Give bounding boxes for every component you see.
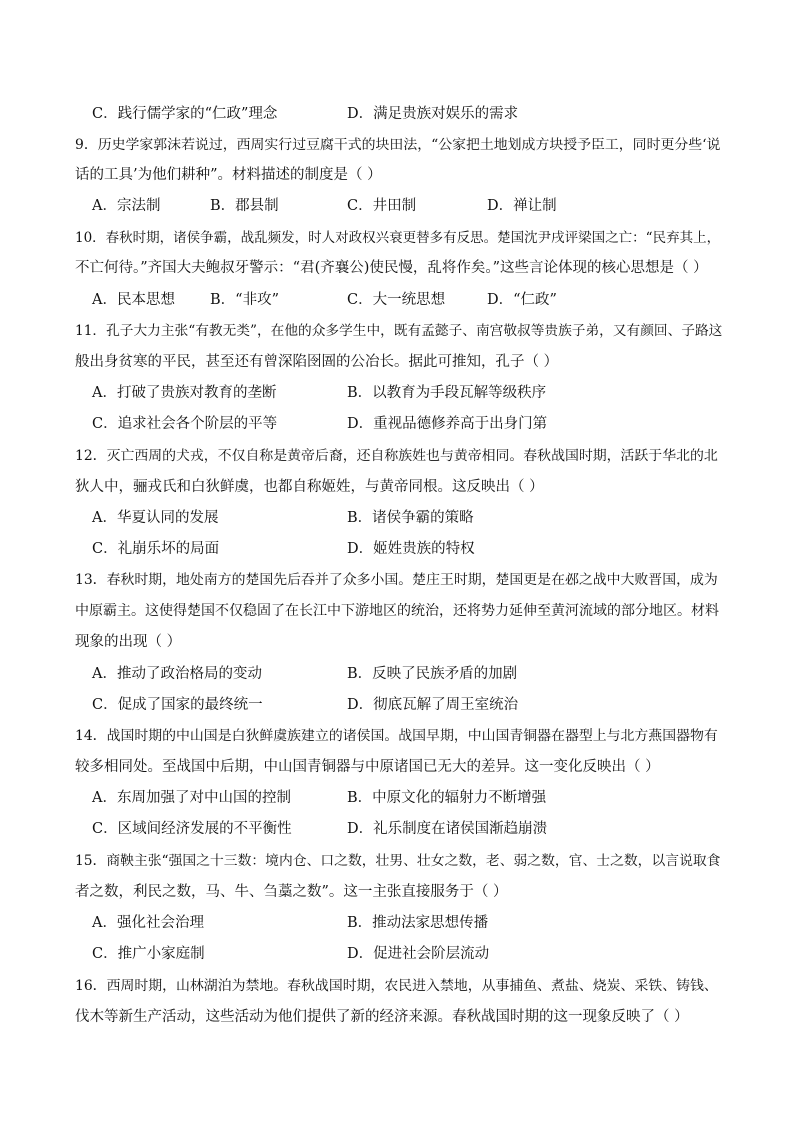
q11-stem-line2: 般出身贫寒的平民，甚至还有曾深陷囹圄的公冶长。据此可推知，孔子（ ） (75, 354, 559, 370)
q9-option-d: D．禅让制 (487, 198, 557, 214)
q10-option-d: D．“仁政” (487, 292, 557, 308)
q9-option-b: B．郡县制 (210, 198, 279, 214)
q14-option-a: A．东周加强了对中山国的控制 (92, 790, 291, 806)
q12-stem-line1: 12．灭亡西周的犬戎，不仅自称是黄帝后裔，还自称族姓也与黄帝相同。春秋战国时期，活跃于华北的北 (75, 448, 718, 464)
q14-stem-line1: 14．战国时期的中山国是白狄鲜虞族建立的诸侯国。战国早期，中山国青铜器在器型上与北方燕国器物有 (75, 728, 718, 744)
q10-option-a: A．民本思想 (92, 292, 175, 308)
q12-option-d: D．姬姓贵族的特权 (347, 541, 475, 557)
q13-option-b: B．反映了民族矛盾的加剧 (347, 666, 518, 682)
q9-option-a: A．宗法制 (92, 198, 161, 214)
q11-option-d: D．重视品德修养高于出身门第 (347, 416, 548, 432)
q9-stem-line2: 话的工具’为他们耕种”。材料描述的制度是（ ） (75, 167, 382, 183)
q14-option-b: B．中原文化的辐射力不断增强 (347, 790, 547, 806)
q11-option-a: A．打破了贵族对教育的垄断 (92, 385, 277, 401)
q8-option-c: C．践行儒学家的“仁政”理念 (92, 106, 278, 122)
q10-stem-line1: 10．春秋时期，诸侯争霸，战乱频发，时人对政权兴衰更替多有反思。楚国沈尹戌评梁国之亡：“民弃其上， (75, 230, 721, 246)
q8-option-d: D．满足贵族对娱乐的需求 (347, 106, 519, 122)
q16-stem-line1: 16．西周时期，山林湖泊为禁地。春秋战国时期，农民进入禁地，从事捕鱼、煮盐、烧炭、采铁、铸钱、 (75, 978, 718, 994)
q10-stem-line2: 不亡何待。”齐国大夫鲍叔牙警示：“君(齐襄公)使民慢，乱将作矣。”这些言论体现的核心思想是（ ） (75, 260, 708, 276)
q15-option-b: B．推动法家思想传播 (347, 915, 489, 931)
q11-option-b: B．以教育为手段瓦解等级秩序 (347, 385, 547, 401)
q11-option-c: C．追求社会各个阶层的平等 (92, 416, 278, 432)
q13-option-a: A．推动了政治格局的变动 (92, 666, 262, 682)
q13-stem-line2: 中原霸主。这使得楚国不仅稳固了在长江中下游地区的统治，还将势力延伸至黄河流域的部分地区。材料 (75, 603, 719, 619)
q13-stem-line1: 13．春秋时期，地处南方的楚国先后吞并了众多小国。楚庄王时期，楚国更是在邲之战中大败晋国，成为 (75, 572, 718, 588)
q12-option-c: C．礼崩乐坏的局面 (92, 541, 220, 557)
q13-stem-line3: 现象的出现（ ） (75, 634, 182, 650)
q9-option-c: C．井田制 (347, 198, 417, 214)
q13-option-d: D．彻底瓦解了周王室统治 (347, 697, 519, 713)
q14-option-d: D．礼乐制度在诸侯国渐趋崩溃 (347, 821, 548, 837)
q10-option-c: C．大一统思想 (347, 292, 446, 308)
q14-stem-line2: 较多相同处。至战国中后期，中山国青铜器与中原诸国已无大的差异。这一变化反映出（ ） (75, 759, 660, 775)
q15-stem-line2: 者之数，利民之数，马、牛、刍藁之数”。这一主张直接服务于（ ） (75, 884, 508, 900)
q13-option-c: C．促成了国家的最终统一 (92, 697, 263, 713)
q12-option-a: A．华夏认同的发展 (92, 510, 219, 526)
q11-stem-line1: 11．孔子大力主张“有教无类”，在他的众多学生中，既有孟懿子、南宫敬叔等贵族子弟，又有颜回、子路这 (75, 323, 723, 339)
q15-option-d: D．促进社会阶层流动 (347, 946, 490, 962)
q15-option-c: C．推广小家庭制 (92, 946, 205, 962)
q15-option-a: A．强化社会治理 (92, 915, 204, 931)
q9-stem-line1: 9．历史学家郭沫若说过，西周实行过豆腐干式的块田法，“公家把土地划成方块授予臣工，同时更分些‘说 (75, 137, 721, 153)
q12-option-b: B．诸侯争霸的策略 (347, 510, 474, 526)
q14-option-c: C．区域间经济发展的不平衡性 (92, 821, 292, 837)
q12-stem-line2: 狄人中，骊戎氏和白狄鲜虞，也都自称姬姓，与黄帝同根。这反映出（ ） (75, 479, 544, 495)
q16-stem-line2: 伐木等新生产活动，这些活动为他们提供了新的经济来源。春秋战国时期的这一现象反映了（ ） (75, 1009, 689, 1025)
q10-option-b: B．“非攻” (210, 292, 279, 308)
q15-stem-line1: 15．商鞅主张“强国之十三数：境内仓、口之数，壮男、壮女之数，老、弱之数，官、士之数，以言说取食 (75, 853, 721, 869)
